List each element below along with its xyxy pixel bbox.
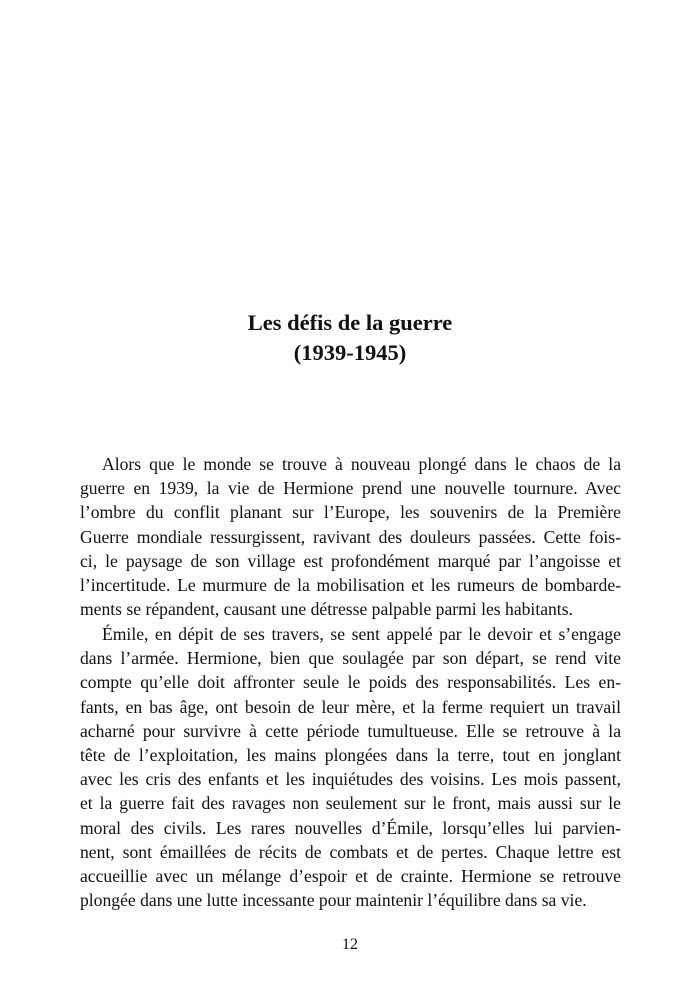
text-line: avec les cris des enfants et les inquiétudes des voisins. Les mois passent, [80,769,621,790]
chapter-title-main: Les défis de la guerre [247,310,453,335]
paragraph-2 [80,622,621,912]
paragraph-1 [80,452,621,621]
text-line: tête de l’exploitation, les mains plongées dans la terre, tout en jonglant [80,745,621,766]
text-line: guerre en 1939, la vie de Hermione prend une nouvelle tournure. Avec [80,478,621,499]
text-line: plongée dans une lutte incessante pour maintenir l’équilibre dans sa vie. [80,890,587,911]
text-line: accueillie avec un mélange d’espoir et de crainte. Hermione se retrouve [80,866,621,887]
text-line: compte qu’elle doit affronter seule le poids des responsabilités. Les en- [80,672,621,693]
text-line: nent, sont émaillées de récits de combats et de pertes. Chaque lettre est [80,841,621,862]
text-line: ci, le paysage de son village est profondément marqué par l’angoisse et [80,550,621,571]
text-line: Émile, en dépit de ses travers, se sent appelé par le devoir et s’engage [102,624,621,644]
chapter-title [0,308,700,368]
text-line: dans l’armée. Hermione, bien que soulagée par son départ, se rend vite [80,648,621,669]
text-line: l’ombre du conflit planant sur l’Europe, les souvenirs de la Première [80,502,621,523]
text-line: moral des civils. Les rares nouvelles d’Émile, lorsqu’elles lui parvien- [80,817,621,838]
text-line: ments se répandent, causant une détresse palpable parmi les habitants. [80,599,573,620]
text-line: Alors que le monde se trouve à nouveau plongé dans le chaos de la [102,454,621,474]
text-line: Guerre mondiale ressurgissent, ravivant des douleurs passées. Cette fois- [80,526,621,547]
text-line: et la guerre fait des ravages non seulement sur le front, mais aussi sur le [80,793,621,814]
text-line: l’incertitude. Le murmure de la mobilisation et les rumeurs de bombarde- [80,575,621,596]
page-number: 12 [342,936,358,953]
chapter-title-dates: (1939-1945) [293,340,407,365]
text-line: fants, en bas âge, ont besoin de leur mère, et la ferme requiert un travail [80,696,621,717]
text-line: acharné pour survivre à cette période tumultueuse. Elle se retrouve à la [80,720,621,741]
